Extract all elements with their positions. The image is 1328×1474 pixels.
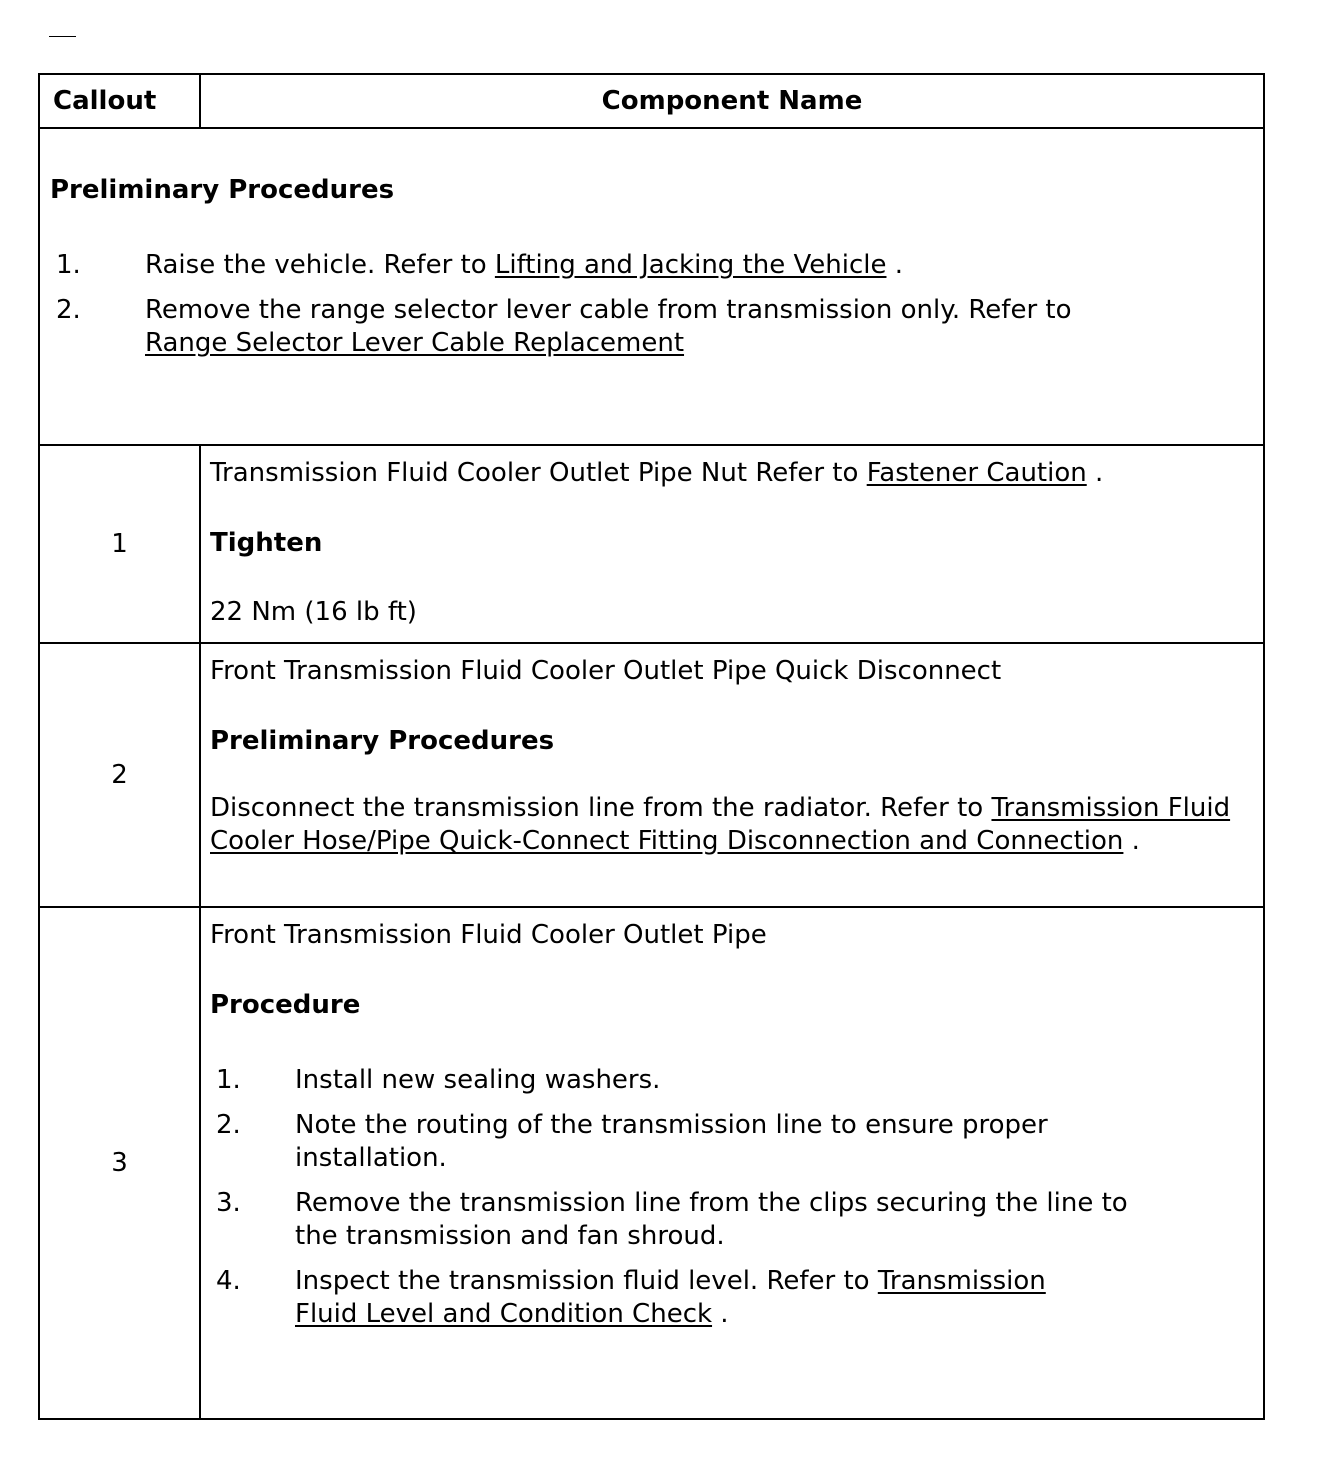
- table-header-row: [39, 74, 1264, 128]
- callout-column-header: Callout: [39, 74, 200, 128]
- component-cell: [200, 445, 1264, 643]
- list-item: [216, 1187, 1254, 1253]
- torque-value: 22 Nm (16 lb ft): [210, 597, 417, 627]
- step-text: Remove the transmission line from the clips securing the line to the transmission and fan shroud.: [295, 1188, 1128, 1251]
- step-text: [295, 1265, 1095, 1331]
- step-number: 1.: [56, 250, 81, 280]
- step-number: 2.: [56, 295, 81, 325]
- component-name-column-header: Component Name: [200, 74, 1264, 128]
- callout-cell: 3: [39, 907, 200, 1419]
- component-name-text: Transmission Fluid Cooler Outlet Pipe Nut Refer to: [210, 458, 867, 488]
- step-number: 4.: [216, 1266, 241, 1296]
- page-dash-mark: [49, 36, 76, 37]
- component-cell: [200, 643, 1264, 907]
- table-row: [39, 643, 1264, 907]
- component-name: Front Transmission Fluid Cooler Outlet Pipe Quick Disconnect: [210, 656, 1002, 686]
- component-name: [210, 457, 1254, 490]
- preliminary-title: Preliminary Procedures: [50, 175, 395, 205]
- step-number: 3.: [216, 1188, 241, 1218]
- step-text: [145, 294, 1135, 360]
- step-text: [145, 249, 1253, 282]
- step-text-after: .: [886, 250, 904, 280]
- table-row: [39, 907, 1264, 1419]
- list-item: [216, 1064, 1254, 1097]
- callout-cell: 1: [39, 445, 200, 643]
- component-name-after: .: [1086, 458, 1104, 488]
- step-text: Note the routing of the transmission line to ensure proper installation.: [295, 1110, 1048, 1173]
- list-item: [216, 1265, 1254, 1331]
- component-name: Front Transmission Fluid Cooler Outlet Pipe: [210, 920, 767, 950]
- fastener-caution-link[interactable]: Fastener Caution: [866, 458, 1087, 488]
- tighten-title: Tighten: [210, 528, 323, 558]
- step-text: Install new sealing washers.: [295, 1065, 661, 1095]
- step-text-body: Raise the vehicle. Refer to: [145, 250, 495, 280]
- step-text-body: Inspect the transmission fluid level. Refer to: [295, 1266, 878, 1296]
- component-table: [38, 73, 1265, 1420]
- list-item: [56, 249, 1253, 282]
- callout-cell: 2: [39, 643, 200, 907]
- lifting-jacking-link[interactable]: Lifting and Jacking the Vehicle: [494, 250, 887, 280]
- preliminary-steps: [56, 249, 1253, 360]
- disconnect-text: [210, 792, 1254, 858]
- list-item: [216, 1109, 1254, 1175]
- preliminary-cell: [39, 128, 1264, 445]
- preliminary-subtitle: Preliminary Procedures: [210, 726, 555, 756]
- step-number: 1.: [216, 1065, 241, 1095]
- fluid-level-check-link[interactable]: Transmission Fluid Level and Condition Check: [295, 1266, 1046, 1329]
- preliminary-row: [39, 128, 1264, 445]
- step-text-body: Remove the range selector lever cable from transmission only. Refer to: [145, 295, 1072, 325]
- step-number: 2.: [216, 1110, 241, 1140]
- component-cell: [200, 907, 1264, 1419]
- quick-connect-fitting-link[interactable]: Transmission Fluid Cooler Hose/Pipe Quick-Connect Fitting Disconnection and Connection: [210, 793, 1231, 856]
- procedure-title: Procedure: [210, 990, 361, 1020]
- list-item: [56, 294, 1253, 360]
- procedure-steps: [216, 1064, 1254, 1331]
- step-text-after: .: [712, 1299, 729, 1329]
- table-row: [39, 445, 1264, 643]
- range-selector-cable-link[interactable]: Range Selector Lever Cable Replacement: [145, 328, 685, 358]
- disconnect-text-after: .: [1123, 826, 1140, 856]
- disconnect-text-body: Disconnect the transmission line from the radiator. Refer to: [210, 793, 992, 823]
